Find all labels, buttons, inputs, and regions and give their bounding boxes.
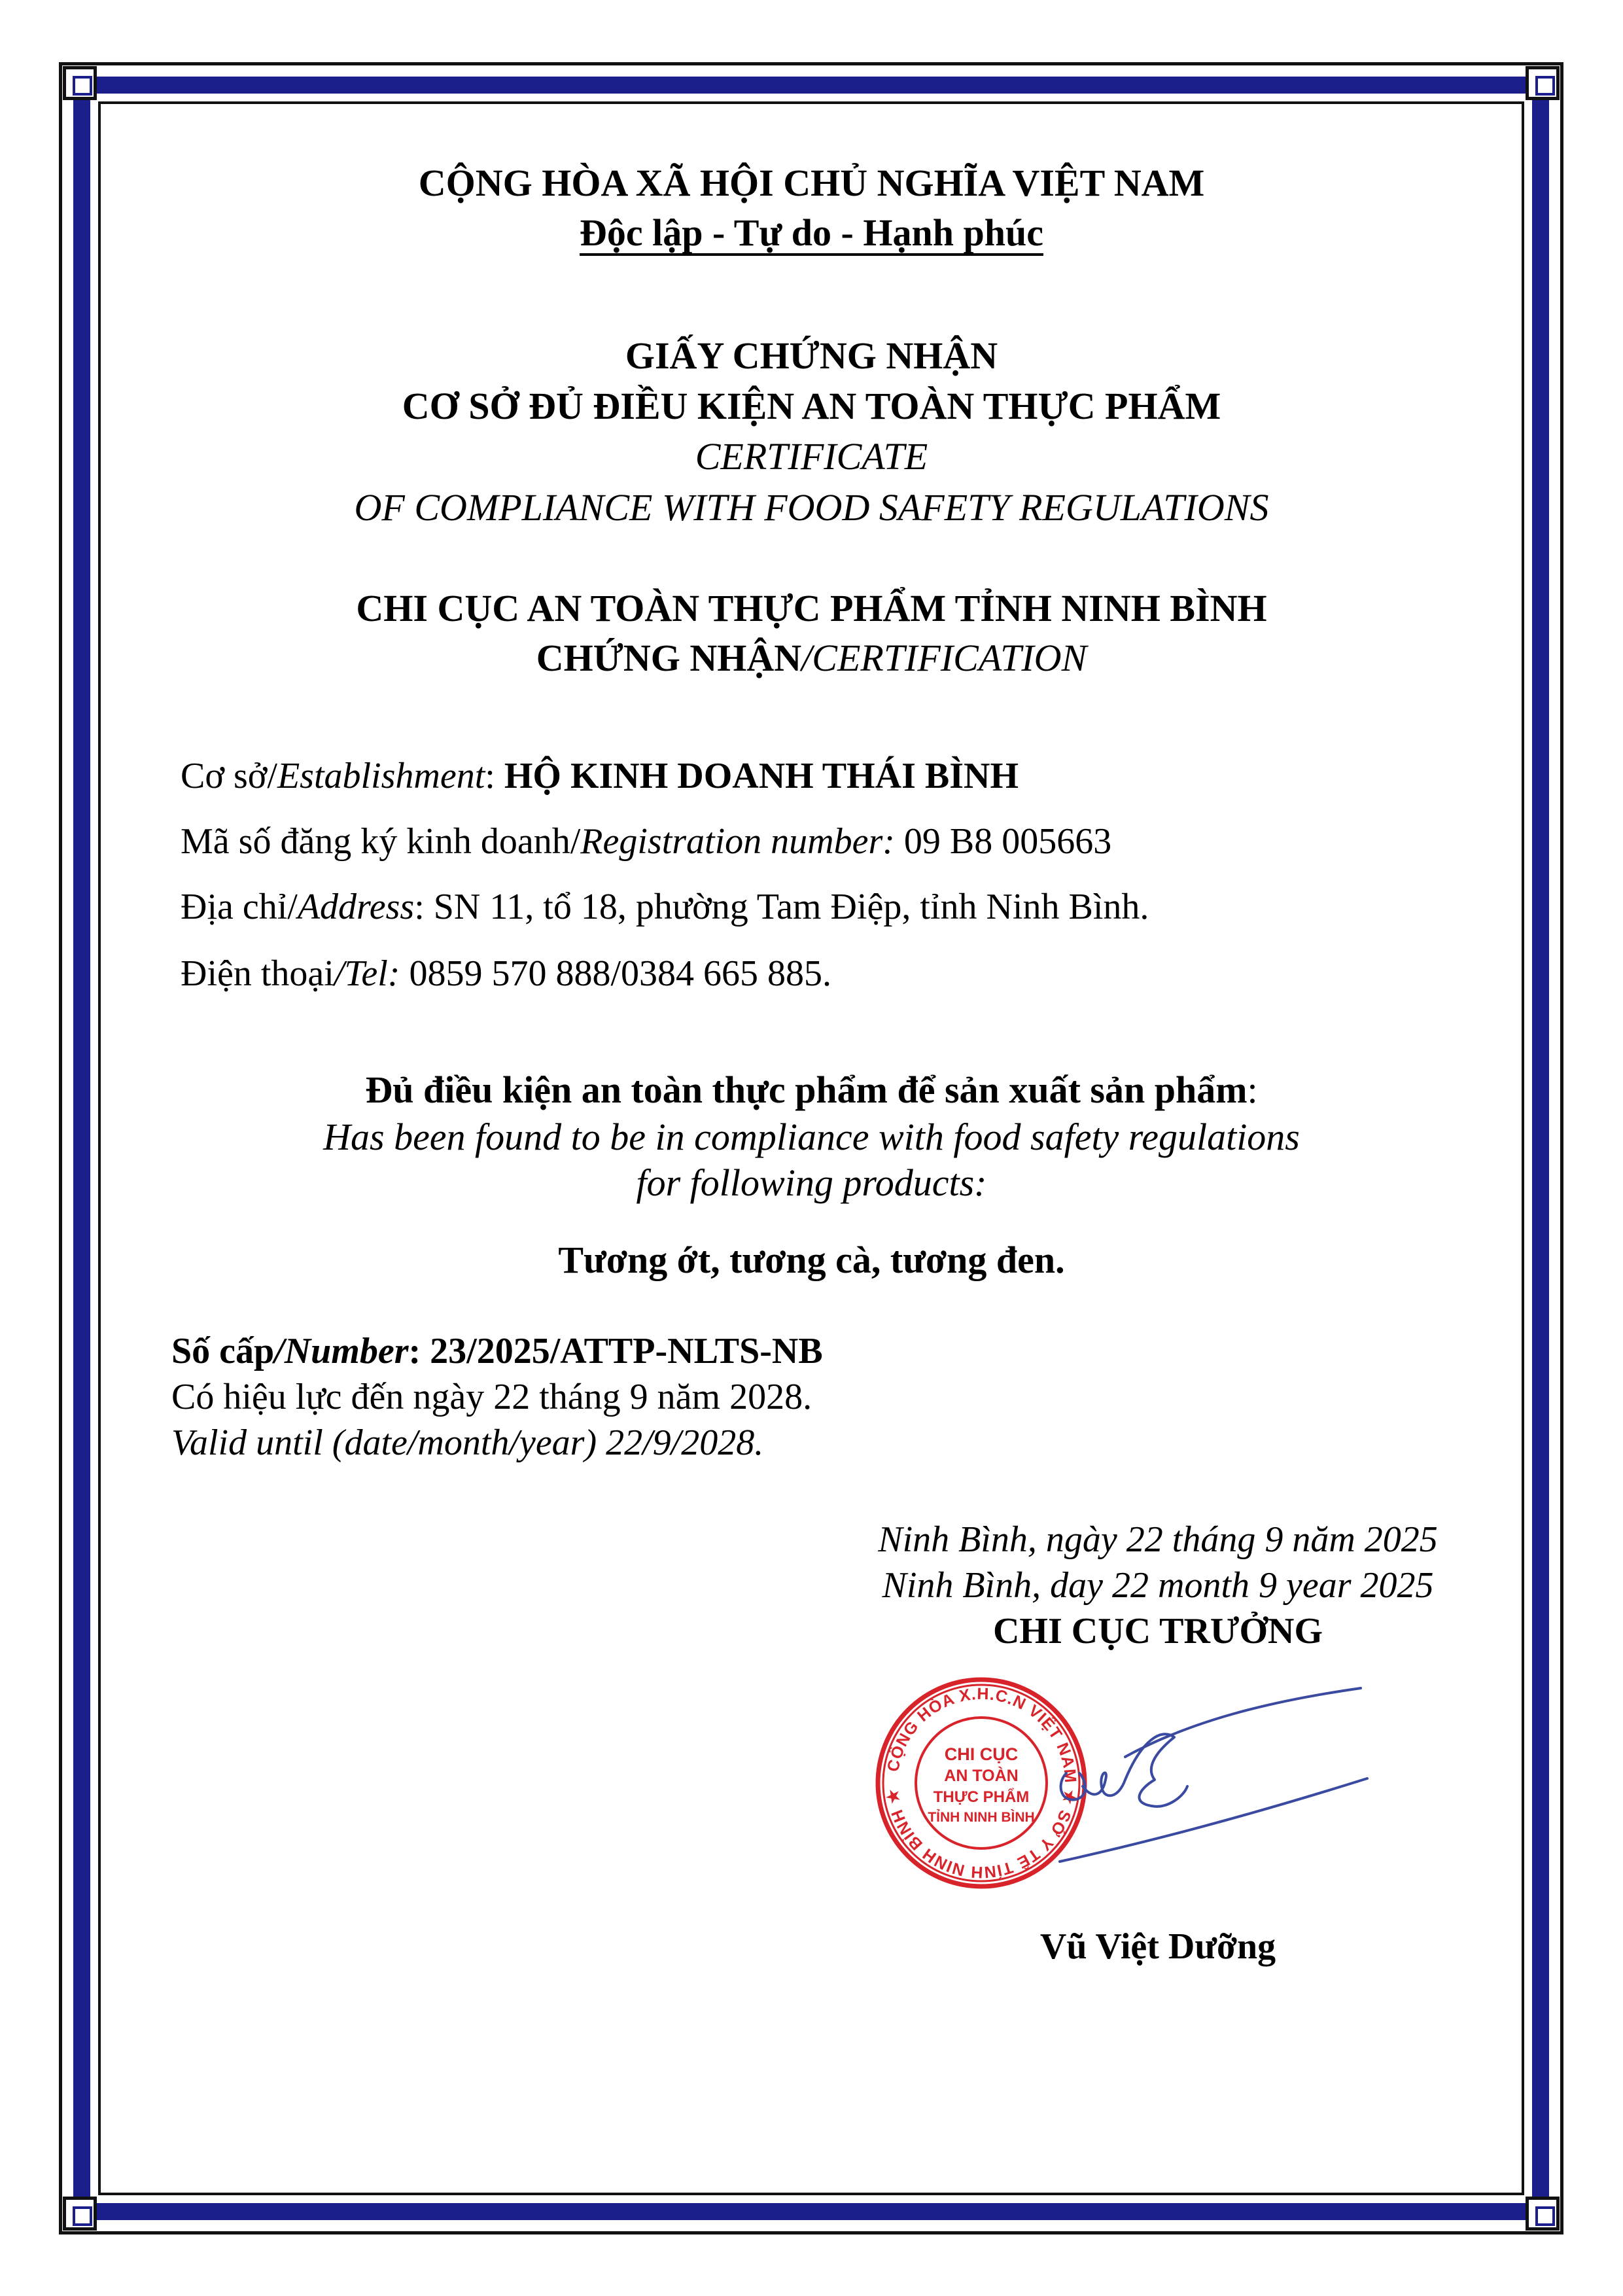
corner-ornament-bottom-left: [63, 2197, 97, 2231]
corner-ornament-top-right: [1526, 66, 1560, 100]
phone-row: [181, 950, 831, 997]
seal-line4: TỈNH NINH BÌNH: [928, 1810, 1035, 1825]
title-en-line2: OF COMPLIANCE WITH FOOD SAFETY REGULATIONS: [354, 486, 1269, 529]
compliance-colon: :: [1247, 1069, 1258, 1111]
title-vn-line2: CƠ SỞ ĐỦ ĐIỀU KIỆN AN TOÀN THỰC PHẨM: [402, 385, 1221, 427]
registration-label-vn: Mã số đăng ký kinh doanh/: [181, 821, 581, 862]
motto: [0, 209, 1623, 256]
certification-heading: [0, 635, 1623, 682]
number-row: [171, 1328, 823, 1374]
establishment-row: Cơ sở/Establishment: HỘ KINH DOANH THÁI BÌNH: [181, 756, 1019, 796]
seal-line2: AN TOÀN: [944, 1767, 1019, 1785]
seal-line3: THỰC PHẨM: [933, 1788, 1030, 1806]
registration-row: [181, 818, 1111, 865]
number-value: : 23/2025/ATTP-NLTS-NB: [408, 1331, 823, 1371]
number-label-vn: Số cấp: [171, 1331, 275, 1371]
phone-label-vn: Điện thoại: [181, 953, 334, 994]
establishment-value: HỘ KINH DOANH THÁI BÌNH: [504, 756, 1019, 796]
signer-name: Vũ Việt Dưỡng: [1039, 1926, 1276, 1967]
registration-label-en: Registration number:: [580, 821, 895, 862]
registration-value: 09 B8 005663: [894, 821, 1112, 862]
issuer-name: CHI CỤC AN TOÀN THỰC PHẨM TỈNH NINH BÌNH: [356, 587, 1267, 629]
cert-en: /CERTIFICATION: [801, 637, 1087, 679]
compliance-en-line1: Has been found to be in compliance with food safety regulations: [323, 1116, 1300, 1158]
compliance-en-line2: for following products:: [636, 1161, 987, 1204]
number-label-en: /Number: [274, 1331, 409, 1371]
corner-ornament-top-left: [63, 66, 97, 100]
seal-line1: CHI CỤC: [944, 1744, 1019, 1764]
handwritten-signature-icon: [1021, 1675, 1387, 1871]
compliance-vn: Đủ điều kiện an toàn thực phẩm để sản xuất sản phẩm: [365, 1069, 1248, 1111]
nation-heading: CỘNG HÒA XÃ HỘI CHỦ NGHĨA VIỆT NAM: [418, 162, 1205, 204]
title-en-line1: CERTIFICATE: [695, 435, 928, 478]
address-value: : SN 11, tổ 18, phường Tam Điệp, tỉnh Ninh Bình.: [414, 887, 1149, 927]
validity-vn: Có hiệu lực đến ngày 22 tháng 9 năm 2028.: [171, 1377, 812, 1417]
address-row: [181, 883, 1149, 930]
compliance-vn-line: [0, 1067, 1623, 1114]
cert-vn: CHỨNG NHẬN: [536, 637, 802, 679]
motto-text: Độc lập - Tự do - Hạnh phúc: [580, 211, 1043, 254]
phone-label-en: /Tel:: [334, 953, 400, 994]
signing-date-vn: Ninh Bình, ngày 22 tháng 9 năm 2025: [878, 1519, 1438, 1560]
address-label-en: Address: [297, 887, 415, 927]
validity-en: Valid until (date/month/year) 22/9/2028.: [171, 1422, 764, 1463]
corner-ornament-bottom-right: [1526, 2197, 1560, 2231]
title-vn-line1: GIẤY CHỨNG NHẬN: [625, 334, 998, 377]
signer-title: CHI CỤC TRƯỞNG: [992, 1611, 1323, 1651]
establishment-label-en: Establishment: [277, 756, 485, 796]
establishment-label-vn: Cơ sở/: [181, 756, 277, 796]
phone-value: 0859 570 888/0384 665 885.: [400, 953, 832, 994]
signing-date-en: Ninh Bình, day 22 month 9 year 2025: [882, 1565, 1434, 1606]
seal-ring-text: CỘNG HÒA X.H.C.N VIỆT NAM ★ SỞ Y TẾ TỈNH NINH BÌNH ★: [882, 1684, 1080, 1882]
address-label-vn: Địa chỉ/: [181, 887, 298, 927]
products: Tương ớt, tương cà, tương đen.: [558, 1239, 1065, 1281]
